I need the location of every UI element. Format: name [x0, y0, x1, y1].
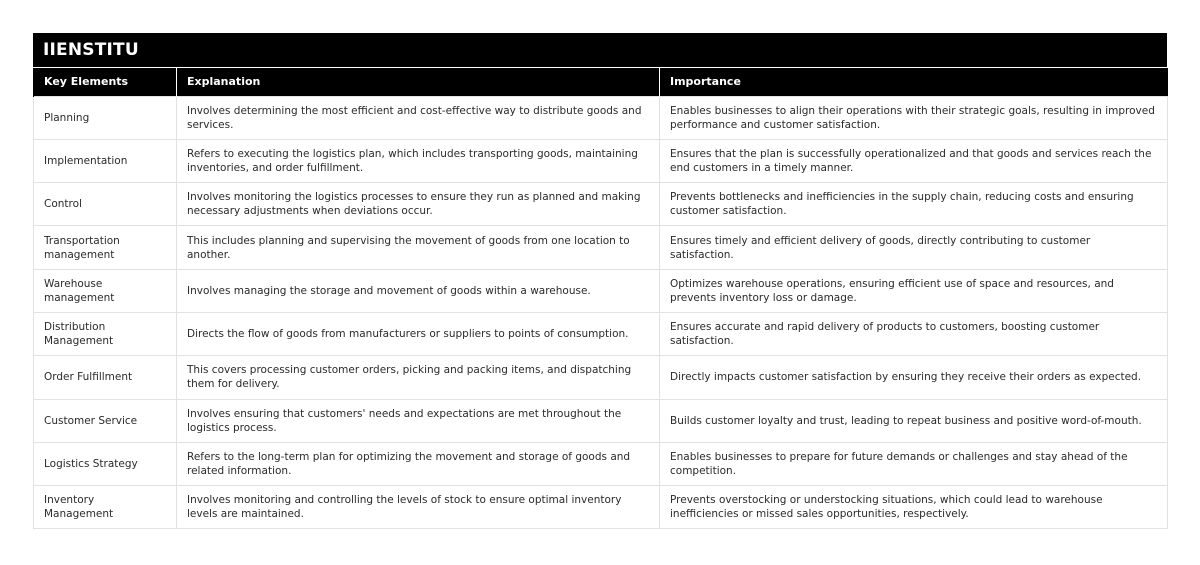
column-header-key-elements: Key Elements — [34, 68, 177, 96]
table-header-row — [34, 68, 1168, 96]
key-elements-table — [33, 68, 1168, 529]
importance-cell: Optimizes warehouse operations, ensuring efficient use of space and resources, and prevents inventory loss or damage. — [660, 269, 1168, 312]
column-header-importance: Importance — [660, 68, 1168, 96]
importance-cell: Prevents overstocking or understocking situations, which could lead to warehouse inefficiencies or missed sales opportunities, respectively. — [660, 486, 1168, 529]
importance-cell: Prevents bottlenecks and inefficiencies in the supply chain, reducing costs and ensuring customer satisfaction. — [660, 183, 1168, 226]
explanation-cell: Directs the flow of goods from manufacturers or suppliers to points of consumption. — [177, 312, 660, 355]
explanation-cell: Involves determining the most efficient and cost-effective way to distribute goods and services. — [177, 96, 660, 139]
explanation-cell: Involves monitoring the logistics processes to ensure they run as planned and making necessary adjustments when deviations occur. — [177, 183, 660, 226]
importance-cell: Builds customer loyalty and trust, leading to repeat business and positive word-of-mouth. — [660, 399, 1168, 442]
table-row — [34, 312, 1168, 355]
importance-cell: Enables businesses to prepare for future demands or challenges and stay ahead of the competition. — [660, 442, 1168, 485]
table-row — [34, 269, 1168, 312]
table-row — [34, 486, 1168, 529]
explanation-cell: Involves monitoring and controlling the levels of stock to ensure optimal inventory levels are maintained. — [177, 486, 660, 529]
importance-cell: Ensures timely and efficient delivery of goods, directly contributing to customer satisfaction. — [660, 226, 1168, 269]
importance-cell: Ensures that the plan is successfully operationalized and that goods and services reach the end customers in a timely manner. — [660, 139, 1168, 182]
column-header-explanation: Explanation — [177, 68, 660, 96]
key-element-cell: Distribution Management — [34, 312, 177, 355]
key-element-cell: Implementation — [34, 139, 177, 182]
key-element-cell: Logistics Strategy — [34, 442, 177, 485]
table-row — [34, 139, 1168, 182]
importance-cell: Ensures accurate and rapid delivery of products to customers, boosting customer satisfaction. — [660, 312, 1168, 355]
key-element-cell: Customer Service — [34, 399, 177, 442]
importance-cell: Directly impacts customer satisfaction by ensuring they receive their orders as expected. — [660, 356, 1168, 399]
key-element-cell: Warehouse management — [34, 269, 177, 312]
table-row — [34, 356, 1168, 399]
key-element-cell: Inventory Management — [34, 486, 177, 529]
table-row — [34, 226, 1168, 269]
table-row — [34, 96, 1168, 139]
key-elements-table-container — [33, 33, 1167, 529]
key-element-cell: Planning — [34, 96, 177, 139]
key-element-cell: Control — [34, 183, 177, 226]
key-element-cell: Order Fulfillment — [34, 356, 177, 399]
importance-cell: Enables businesses to align their operations with their strategic goals, resulting in improved performance and customer satisfaction. — [660, 96, 1168, 139]
table-row — [34, 183, 1168, 226]
table-row — [34, 442, 1168, 485]
explanation-cell: Refers to executing the logistics plan, which includes transporting goods, maintaining inventories, and order fulfillment. — [177, 139, 660, 182]
explanation-cell: This covers processing customer orders, picking and packing items, and dispatching them for delivery. — [177, 356, 660, 399]
explanation-cell: This includes planning and supervising the movement of goods from one location to another. — [177, 226, 660, 269]
brand-header — [33, 33, 1167, 68]
key-element-cell: Transportation management — [34, 226, 177, 269]
explanation-cell: Refers to the long-term plan for optimizing the movement and storage of goods and related information. — [177, 442, 660, 485]
table-row — [34, 399, 1168, 442]
explanation-cell: Involves ensuring that customers' needs and expectations are met throughout the logistics process. — [177, 399, 660, 442]
brand-title: IIENSTITU — [43, 40, 139, 60]
explanation-cell: Involves managing the storage and movement of goods within a warehouse. — [177, 269, 660, 312]
